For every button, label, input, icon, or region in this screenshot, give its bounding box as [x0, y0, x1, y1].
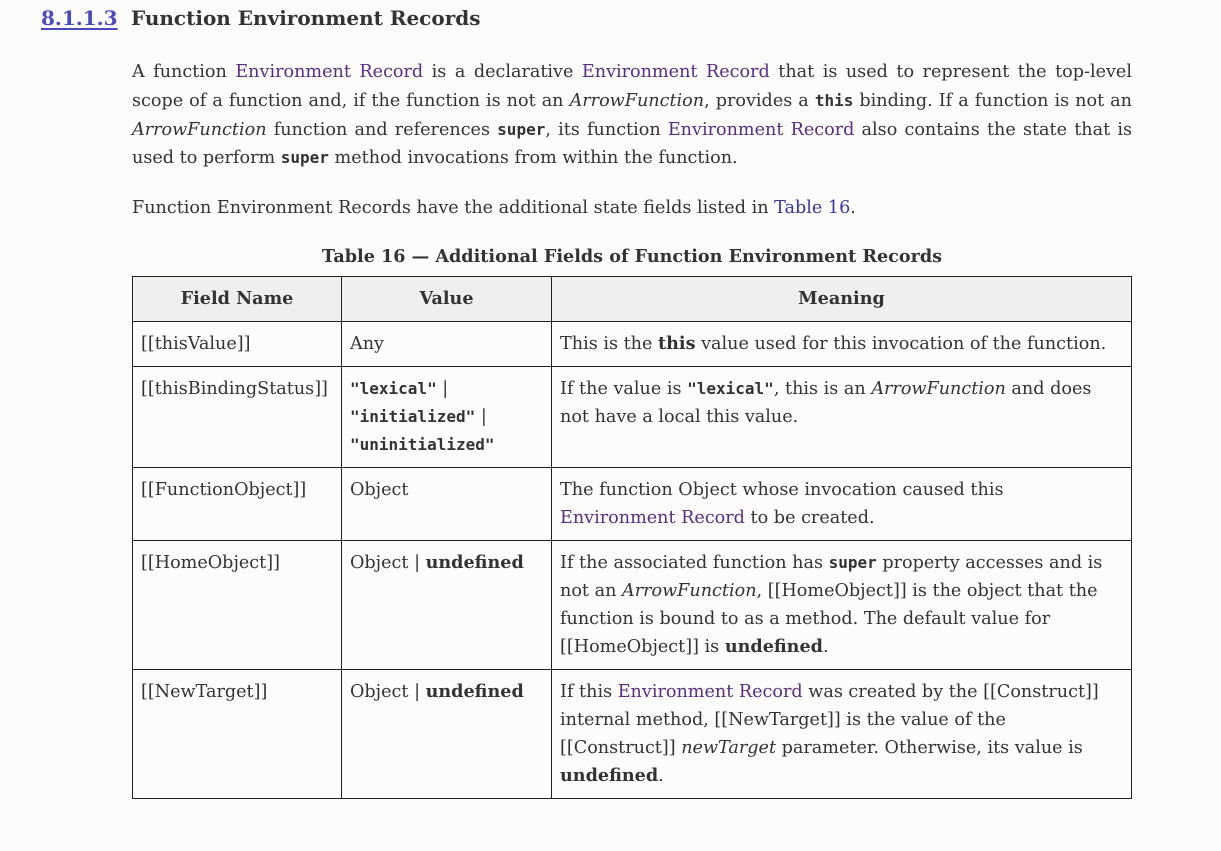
text: also contains the state that is used to perform: [132, 119, 1132, 169]
field-name-cell: [[thisValue]]: [133, 321, 342, 366]
lexical-value: "lexical": [687, 378, 774, 398]
text: If the value is: [560, 378, 688, 399]
text: binding. If a function is not an: [853, 90, 1132, 111]
text: that is used to represent the top-level scope of a function and, if the function is not an: [132, 62, 1132, 111]
section-number-link[interactable]: 8.1.1.3: [41, 6, 118, 30]
environment-record-link[interactable]: Environment Record: [235, 62, 424, 82]
table-header-row: [133, 276, 1132, 321]
fields-table: [132, 276, 1132, 799]
header-value: Value: [342, 276, 552, 321]
meaning-cell: [552, 467, 1132, 540]
table-row: [133, 321, 1132, 366]
arrow-function-term: ArrowFunction: [622, 580, 757, 601]
section-title: Function Environment Records: [131, 6, 481, 30]
text: Object |: [350, 552, 426, 573]
text: and does not have a local this value.: [560, 378, 1092, 427]
initialized-value: "initialized": [350, 406, 476, 426]
environment-record-link[interactable]: Environment Record: [581, 62, 770, 82]
super-keyword: super: [497, 119, 546, 139]
this-keyword: this: [657, 332, 696, 354]
value-cell: [342, 669, 552, 798]
environment-record-link[interactable]: Environment Record: [667, 119, 855, 140]
new-target-term: newTarget: [681, 737, 777, 758]
text: parameter. Otherwise, its value is: [776, 737, 1083, 758]
text: , its function: [545, 119, 668, 140]
text: This is the: [560, 333, 658, 354]
this-keyword: this: [814, 90, 854, 110]
text: If this: [560, 681, 618, 702]
text: Function Environment Records have the additional state fields listed in: [132, 198, 775, 219]
undefined-keyword: undefined: [425, 680, 524, 702]
separator: |: [436, 378, 449, 399]
meaning-cell: [552, 366, 1132, 467]
intro-paragraph: [132, 58, 1132, 173]
value-cell: [342, 366, 552, 467]
table-caption: Table 16 — Additional Fields of Function Environment Records: [321, 245, 943, 267]
text: function and references: [266, 119, 498, 140]
arrow-function-term: ArrowFunction: [871, 378, 1006, 399]
section-content: [132, 58, 1132, 799]
field-name-cell: [[thisBindingStatus]]: [133, 366, 342, 467]
table-row: [133, 669, 1132, 798]
meaning-cell: [552, 540, 1132, 669]
text: .: [822, 636, 829, 657]
value-cell: Object: [342, 467, 552, 540]
text: property accesses and is not an: [560, 552, 1103, 601]
text: is a declarative: [423, 62, 582, 82]
text: A function: [132, 62, 236, 82]
table-row: [133, 540, 1132, 669]
super-keyword: super: [828, 552, 877, 572]
field-name-cell: [[NewTarget]]: [133, 669, 342, 798]
header-field-name: Field Name: [133, 276, 342, 321]
undefined-keyword: undefined: [560, 764, 659, 786]
text: , [[HomeObject]] is the object that the function is bound to as a method. The default value for [[HomeObject]] is: [560, 580, 1098, 657]
text: method invocations from within the function.: [328, 148, 738, 169]
table-row: [133, 366, 1132, 467]
section-header: [41, 6, 480, 38]
undefined-keyword: undefined: [724, 635, 823, 657]
field-name-cell: [[FunctionObject]]: [133, 467, 342, 540]
arrow-function-term: ArrowFunction: [569, 90, 705, 111]
uninitialized-value: "uninitialized": [350, 434, 495, 454]
text: , this is an: [773, 378, 872, 399]
text: to be created.: [744, 507, 875, 528]
value-cell: [342, 540, 552, 669]
text: .: [850, 198, 856, 219]
text: was created by the [[Construct]] internal method, [[NewTarget]] is the value of the [[Construct]]: [560, 681, 1099, 758]
environment-record-link[interactable]: Environment Record: [617, 681, 803, 702]
fields-paragraph: [132, 194, 1132, 223]
text: , provides a: [704, 90, 815, 111]
environment-record-link[interactable]: Environment Record: [560, 507, 745, 528]
table-row: [133, 467, 1132, 540]
text: If the associated function has: [560, 552, 829, 573]
arrow-function-term: ArrowFunction: [132, 119, 267, 140]
value-cell: Any: [342, 321, 552, 366]
meaning-cell: [552, 321, 1132, 366]
table-16-link[interactable]: Table 16: [774, 198, 851, 219]
separator: |: [475, 406, 487, 427]
super-keyword: super: [280, 148, 329, 168]
lexical-value: "lexical": [350, 378, 437, 398]
undefined-keyword: undefined: [425, 551, 524, 573]
header-meaning: Meaning: [552, 276, 1132, 321]
text: value used for this invocation of the function.: [695, 333, 1107, 354]
field-name-cell: [[HomeObject]]: [133, 540, 342, 669]
text: Object |: [350, 681, 426, 702]
text: .: [658, 765, 664, 786]
text: The function Object whose invocation caused this: [560, 479, 1004, 500]
meaning-cell: [552, 669, 1132, 798]
